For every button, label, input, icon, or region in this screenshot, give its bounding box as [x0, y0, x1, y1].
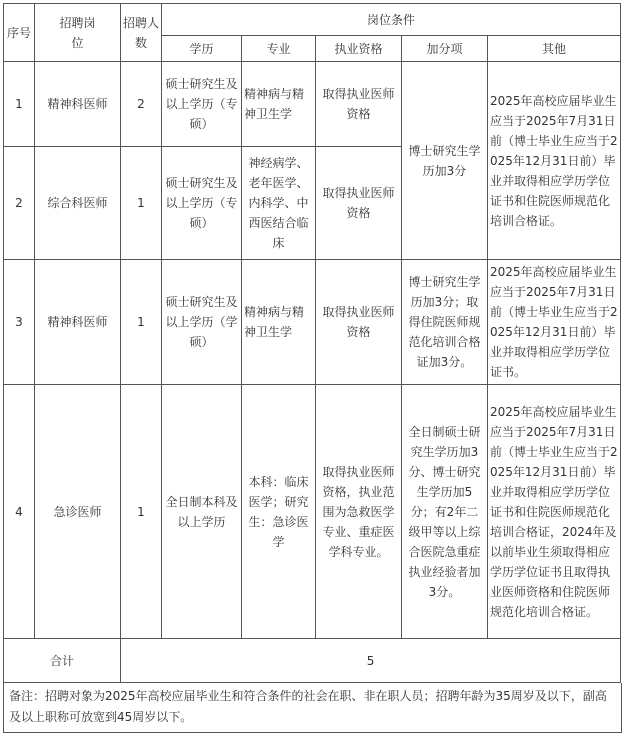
row-education: 全日制本科及以上学历 [162, 385, 242, 639]
row-seq: 2 [4, 147, 35, 260]
header-count: 招聘人数 [121, 4, 162, 62]
row-count: 1 [121, 260, 162, 385]
row-other: 2025年高校应届毕业生应当于2025年7月31日前（博士毕业生应当于2025年12月31日前）毕业并取得相应学历学位证书和住院医师规范化培训合格证，2024年及以前毕业生须取得相应学历学位证书且取得执业医师资格和住院医师规范化培训合格证。 [488, 385, 621, 639]
total-row [4, 639, 621, 683]
table-row [4, 62, 621, 147]
row-position: 综合科医师 [35, 147, 121, 260]
row-major: 本科：临床医学；研究生：急诊医学 [242, 385, 316, 639]
row-bonus: 博士研究生学历加3分 [402, 62, 488, 260]
row-qualification: 取得执业医师资格 [316, 147, 402, 260]
row-major: 精神病与精神卫生学 [242, 62, 316, 147]
header-position: 招聘岗位 [35, 4, 121, 62]
row-other: 2025年高校应届毕业生应当于2025年7月31日前（博士毕业生应当于2025年12月31日前）毕业并取得相应学历学位证书和住院医师规范化培训合格证。 [488, 62, 621, 260]
row-count: 1 [121, 147, 162, 260]
row-major: 神经病学、老年医学、内科学、中西医结合临床 [242, 147, 316, 260]
header-qualification: 执业资格 [316, 36, 402, 62]
row-education: 硕士研究生及以上学历（学硕） [162, 260, 242, 385]
total-label: 合计 [4, 639, 121, 683]
header-seq: 序号 [4, 4, 35, 62]
row-major: 精神病与精神卫生学 [242, 260, 316, 385]
footnote: 备注：招聘对象为2025年高校应届毕业生和符合条件的社会在职、非在职人员；招聘年龄为35周岁及以下，副高及以上职称可放宽到45周岁以下。 [3, 683, 622, 733]
row-seq: 3 [4, 260, 35, 385]
recruitment-table-container [3, 3, 620, 733]
header-row-top [4, 4, 621, 36]
row-qualification: 取得执业医师资格 [316, 62, 402, 147]
row-count: 1 [121, 385, 162, 639]
row-qualification: 取得执业医师资格 [316, 260, 402, 385]
row-bonus: 全日制硕士研究生学历加3分、博士研究生学历加5分；有2年二级甲等以上综合医院急重症执业经验者加3分。 [402, 385, 488, 639]
header-education: 学历 [162, 36, 242, 62]
row-qualification: 取得执业医师资格，执业范围为急救医学专业、重症医学科专业。 [316, 385, 402, 639]
total-value: 5 [121, 639, 621, 683]
header-conditions: 岗位条件 [162, 4, 621, 36]
row-position: 精神科医师 [35, 260, 121, 385]
row-other: 2025年高校应届毕业生应当于2025年7月31日前（博士毕业生应当于2025年12月31日前）毕业并取得相应学历学位证书。 [488, 260, 621, 385]
header-other: 其他 [488, 36, 621, 62]
row-count: 2 [121, 62, 162, 147]
table-row [4, 385, 621, 639]
row-position: 急诊医师 [35, 385, 121, 639]
row-education: 硕士研究生及以上学历（专硕） [162, 62, 242, 147]
row-bonus: 博士研究生学历加3分；取得住院医师规范化培训合格证加3分。 [402, 260, 488, 385]
row-education: 硕士研究生及以上学历（专硕） [162, 147, 242, 260]
row-seq: 1 [4, 62, 35, 147]
recruitment-table [3, 3, 621, 683]
table-row [4, 260, 621, 385]
row-seq: 4 [4, 385, 35, 639]
row-position: 精神科医师 [35, 62, 121, 147]
header-bonus: 加分项 [402, 36, 488, 62]
header-major: 专业 [242, 36, 316, 62]
